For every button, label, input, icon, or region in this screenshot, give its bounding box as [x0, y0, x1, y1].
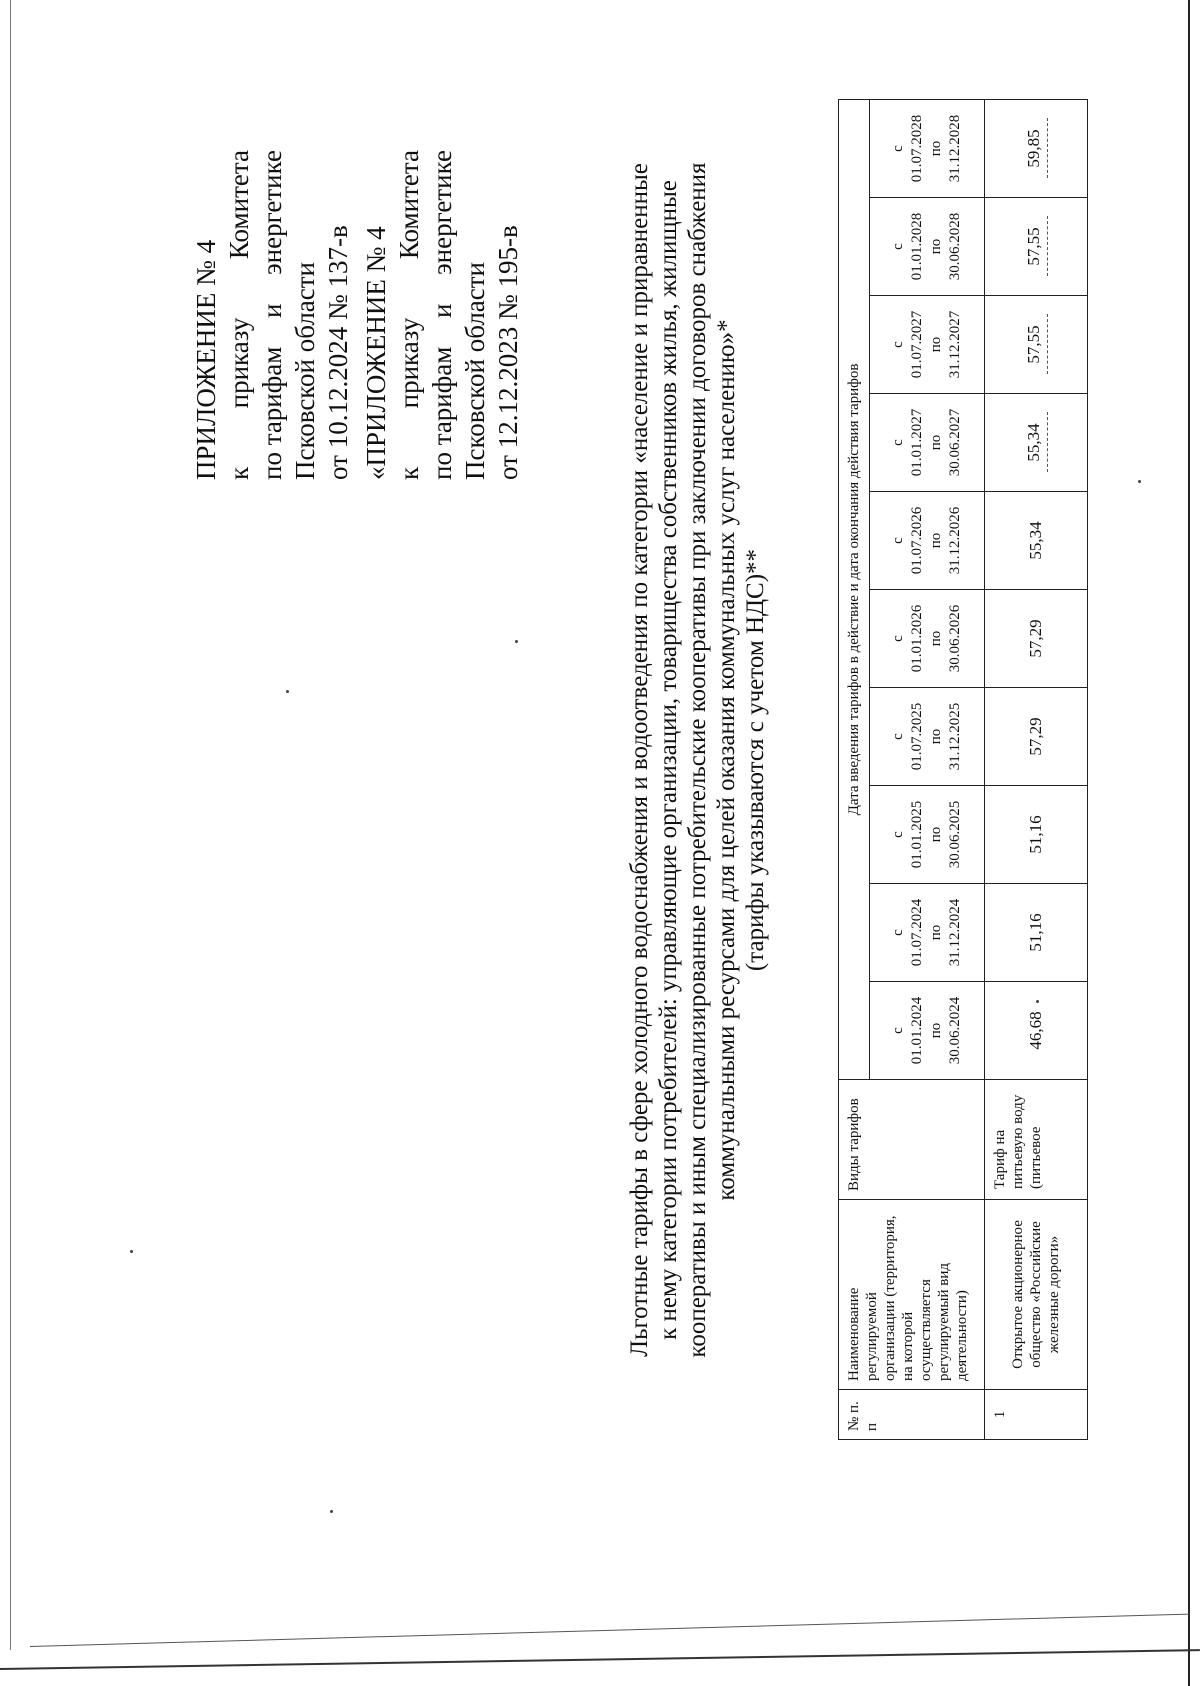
appendix-line: [393, 150, 426, 480]
heading-line: к нему категории потребителей: управляющие организации, товарищества собственников жилья, жилищные: [655, 180, 682, 1340]
period-header: с 01.07.2027 по 31.12.2027: [870, 296, 985, 394]
tariff-value: 55,34: [985, 492, 1088, 590]
appendix-line: [256, 150, 289, 480]
appendix-line: [223, 150, 256, 480]
column-header-kind: Виды тарифов: [839, 1080, 985, 1200]
scan-edge: [30, 1614, 1190, 1647]
tariff-value: 57,55: [985, 296, 1088, 394]
appendix-word: по тарифам: [257, 346, 287, 480]
column-header-dates: Дата введения тарифов в действие и дата окончания действия тарифов: [839, 99, 870, 1079]
dashed-mark: [1047, 315, 1048, 375]
scan-edge: [0, 1649, 1200, 1670]
appendix-title: ПРИЛОЖЕНИЕ № 4: [191, 239, 221, 480]
heading-line: Льготные тарифы в сфере холодного водоснабжения и водоотведения по категории «население и приравненные: [626, 163, 653, 1357]
appendix-word: по тарифам: [427, 346, 457, 480]
dashed-mark: [1047, 217, 1048, 277]
tariff-value: 51,16: [985, 884, 1088, 982]
scan-speck: [1138, 480, 1141, 483]
period-header: с 01.07.2026 по 31.12.2026: [870, 492, 985, 590]
row-number: 1: [985, 1390, 1088, 1440]
period-header: с 01.01.2028 по 30.06.2028: [870, 198, 985, 296]
dashed-mark: [1047, 413, 1048, 473]
appendix-word: к: [224, 466, 254, 480]
rotated-document: [0, 60, 1062, 1480]
scan-speck: [330, 1510, 333, 1513]
appendix-word: Комитета: [224, 150, 254, 260]
appendix-line: [426, 150, 459, 480]
appendix-current: [190, 150, 355, 480]
row-org: Открытое акционерное общество «Российские железные дороги»: [985, 1200, 1088, 1390]
scan-edge: [1188, 0, 1190, 1686]
period-header: с 01.07.2028 по 31.12.2028: [870, 99, 985, 197]
tariff-value: 55,34: [985, 394, 1088, 492]
heading-line: кооперативы и иным специализированные потребительские кооперативы при заключении договоров снабжения: [684, 162, 711, 1358]
heading-line: (тарифы указываются с учетом НДС)**: [742, 548, 769, 972]
tariff-value: 57,29: [985, 688, 1088, 786]
tariff-value: 51,16: [985, 786, 1088, 884]
appendix-title: «ПРИЛОЖЕНИЕ № 4: [361, 226, 391, 480]
period-header: с 01.01.2026 по 30.06.2026: [870, 590, 985, 688]
column-header-number: № п. п: [839, 1390, 985, 1440]
period-header: с 01.07.2025 по 31.12.2025: [870, 688, 985, 786]
appendix-word: и: [427, 303, 457, 319]
period-header: с 01.07.2024 по 31.12.2024: [870, 884, 985, 982]
appendix-line: Псковской области: [290, 261, 320, 480]
appendix-previous: [360, 150, 525, 480]
tariff-value: 59,85: [985, 99, 1088, 197]
period-header: с 01.01.2025 по 30.06.2025: [870, 786, 985, 884]
appendix-word: к: [394, 466, 424, 480]
period-header: с 01.01.2027 по 30.06.2027: [870, 394, 985, 492]
document-heading: [625, 90, 770, 1430]
heading-line: коммунальными ресурсами для целей оказания коммунальных услуг населению»*: [713, 319, 740, 1201]
row-kind: Тариф на питьевую воду (питьевое: [985, 1080, 1088, 1200]
tariff-value: 57,55: [985, 198, 1088, 296]
appendix-line: Псковской области: [460, 261, 490, 480]
column-header-org: Наименование регулируемой организации (территория, на которой осуществляется регулируемый вид деятельности): [839, 1200, 985, 1390]
dashed-mark: [1047, 118, 1048, 178]
appendix-word: энергетике: [427, 150, 457, 275]
appendix-word: и: [257, 303, 287, 319]
appendix-word: приказу: [394, 317, 424, 409]
period-header: с 01.01.2024 по 30.06.2024: [870, 982, 985, 1080]
appendix-word: энергетике: [257, 150, 287, 275]
appendix-word: Комитета: [394, 150, 424, 260]
tariff-value: 46,68: [985, 982, 1088, 1080]
appendix-date: от 10.12.2024 № 137-в: [323, 225, 353, 480]
tariff-table: [838, 99, 1088, 1440]
appendix-word: приказу: [224, 317, 254, 409]
tariff-value: 57,29: [985, 590, 1088, 688]
appendix-date: от 12.12.2023 № 195-в: [493, 225, 523, 480]
table-header-row: [839, 99, 870, 1439]
table-row: [985, 99, 1088, 1439]
